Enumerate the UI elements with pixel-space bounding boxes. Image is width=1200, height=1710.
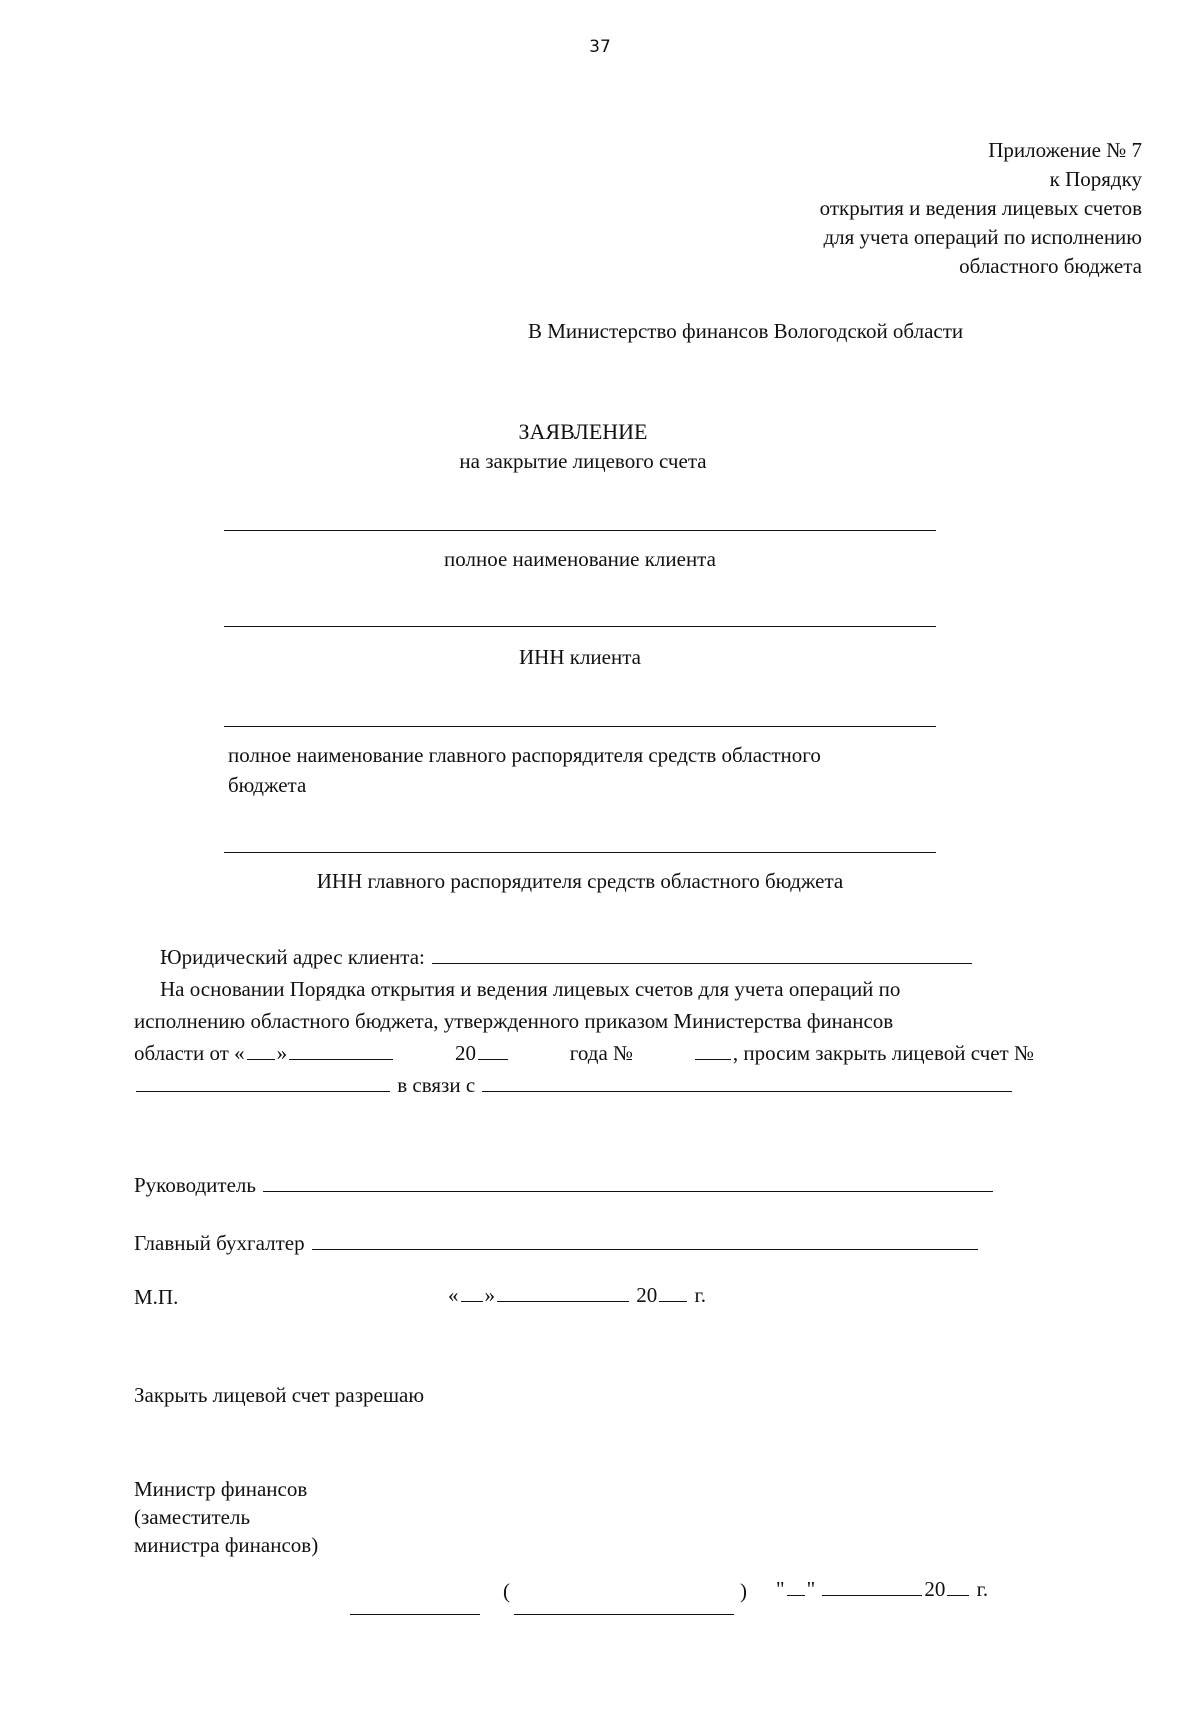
document-subtitle: на закрытие лицевого счета [459, 449, 707, 473]
order-year-group: 20 [455, 1040, 510, 1067]
final-day-field[interactable] [787, 1594, 805, 1596]
account-number-field[interactable] [136, 1090, 390, 1092]
final-date-row: " " 20 г. [776, 1577, 989, 1601]
order-date-label: области от « » [134, 1040, 395, 1067]
final-year-field[interactable] [947, 1594, 969, 1596]
appendix-line: Приложение № 7 [988, 138, 1142, 162]
manager-inn-caption: ИНН главного распорядителя средств областного бюджета [316, 869, 844, 893]
signature-day-field[interactable] [461, 1300, 483, 1302]
legal-address-row [160, 944, 974, 971]
client-inn-caption: ИНН клиента [519, 645, 641, 669]
client-name-field[interactable] [224, 530, 936, 531]
legal-address-field[interactable] [432, 962, 972, 964]
body-line-1: На основании Порядка открытия и ведения лицевых счетов для учета операций по [160, 977, 901, 1001]
accountant-signature-row [134, 1230, 980, 1257]
head-signature-field[interactable] [263, 1190, 993, 1192]
order-day-field[interactable] [247, 1058, 275, 1060]
accountant-signature-field[interactable] [312, 1248, 978, 1250]
signature-year-field[interactable] [659, 1300, 687, 1302]
minister-name-field[interactable] [514, 1614, 734, 1615]
manager-name-caption-line1: полное наименование главного распорядителя средств областного [228, 743, 821, 767]
head-signature-row [134, 1172, 995, 1199]
paren-close: ) [740, 1579, 747, 1603]
reason-field[interactable] [482, 1090, 1012, 1092]
accountant-label: Главный бухгалтер [134, 1231, 305, 1255]
head-label: Руководитель [134, 1173, 256, 1197]
signature-month-field[interactable] [497, 1300, 629, 1302]
legal-address-label: Юридический адрес клиента: [160, 945, 425, 969]
permit-label: Закрыть лицевой счет разрешаю [134, 1383, 425, 1407]
minister-line-2: (заместитель [134, 1505, 251, 1529]
order-year-field[interactable] [478, 1058, 508, 1060]
manager-inn-field[interactable] [224, 852, 936, 853]
reason-label: в связи с [397, 1073, 476, 1097]
body-line-2: исполнению областного бюджета, утвержденного приказом Министерства финансов [134, 1009, 894, 1033]
appendix-line: к Порядку [1049, 167, 1142, 191]
seal-label: М.П. [134, 1285, 179, 1309]
appendix-block [820, 136, 1142, 281]
order-month-field[interactable] [289, 1058, 393, 1060]
addressee: В Министерство финансов Вологодской области [528, 319, 964, 343]
order-number-field[interactable] [695, 1058, 731, 1060]
signature-date-row: « » 20 г. [448, 1283, 706, 1307]
page-number: 37 [589, 37, 611, 57]
minister-line-3: министра финансов) [134, 1533, 319, 1557]
appendix-line: областного бюджета [959, 254, 1142, 278]
body-line-4 [134, 1072, 1014, 1099]
body-line-3 [134, 1040, 1034, 1067]
appendix-line: открытия и ведения лицевых счетов [819, 196, 1142, 220]
order-number-group: , просим закрыть лицевой счет № [693, 1040, 1034, 1067]
paren-open: ( [503, 1579, 510, 1603]
order-number-label: года № [569, 1041, 634, 1065]
minister-signature-field[interactable] [350, 1614, 480, 1615]
minister-line-1: Министр финансов [134, 1477, 308, 1501]
client-name-caption: полное наименование клиента [444, 547, 716, 571]
manager-name-field[interactable] [224, 726, 936, 727]
final-month-field[interactable] [822, 1594, 922, 1596]
manager-name-caption-line2: бюджета [228, 773, 307, 797]
client-inn-field[interactable] [224, 626, 936, 627]
appendix-line: для учета операций по исполнению [823, 225, 1142, 249]
document-title: ЗАЯВЛЕНИЕ [518, 419, 648, 444]
